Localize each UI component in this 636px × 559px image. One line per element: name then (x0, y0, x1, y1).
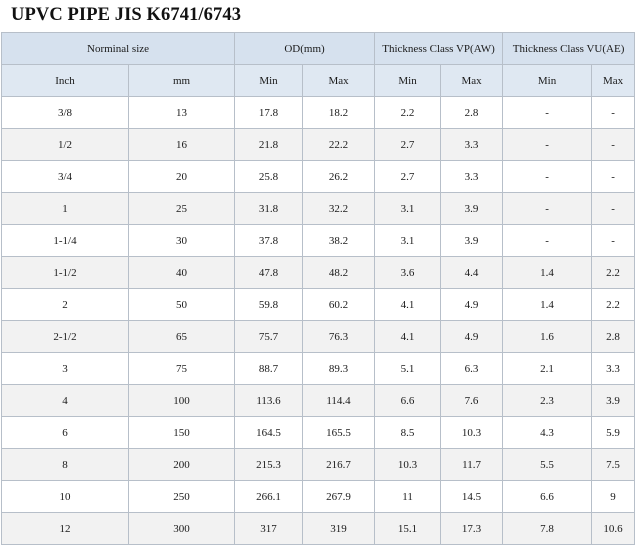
cell-mm: 40 (129, 257, 235, 289)
cell-vp-min: 3.6 (375, 257, 441, 289)
table-row (2, 289, 635, 321)
cell-vp-max: 4.4 (441, 257, 503, 289)
cell-od-min: 31.8 (235, 193, 303, 225)
cell-od-max: 60.2 (303, 289, 375, 321)
cell-vp-max: 3.9 (441, 225, 503, 257)
cell-inch: 1/2 (2, 129, 129, 161)
cell-vp-min: 2.7 (375, 161, 441, 193)
cell-od-max: 22.2 (303, 129, 375, 161)
cell-vu-min: 6.6 (503, 481, 592, 513)
cell-vu-max: 2.2 (592, 257, 635, 289)
cell-vu-min: - (503, 129, 592, 161)
cell-od-min: 113.6 (235, 385, 303, 417)
cell-vp-min: 3.1 (375, 225, 441, 257)
table-row (2, 129, 635, 161)
cell-inch: 1-1/2 (2, 257, 129, 289)
cell-vu-min: 1.6 (503, 321, 592, 353)
cell-mm: 13 (129, 97, 235, 129)
table-row (2, 513, 635, 545)
cell-mm: 25 (129, 193, 235, 225)
subheader-vu-max: Max (592, 65, 635, 97)
cell-od-max: 32.2 (303, 193, 375, 225)
cell-od-max: 165.5 (303, 417, 375, 449)
cell-vu-max: 7.5 (592, 449, 635, 481)
table-row (2, 321, 635, 353)
cell-od-max: 319 (303, 513, 375, 545)
cell-vu-min: 7.8 (503, 513, 592, 545)
table-body (2, 97, 635, 545)
cell-vp-max: 4.9 (441, 321, 503, 353)
cell-vp-min: 3.1 (375, 193, 441, 225)
cell-inch: 12 (2, 513, 129, 545)
cell-vu-max: 3.9 (592, 385, 635, 417)
cell-vu-max: - (592, 97, 635, 129)
cell-vp-max: 2.8 (441, 97, 503, 129)
cell-vp-max: 4.9 (441, 289, 503, 321)
cell-od-max: 48.2 (303, 257, 375, 289)
cell-vp-max: 3.3 (441, 129, 503, 161)
cell-mm: 65 (129, 321, 235, 353)
cell-vp-max: 7.6 (441, 385, 503, 417)
cell-vu-min: 1.4 (503, 257, 592, 289)
cell-inch: 1-1/4 (2, 225, 129, 257)
cell-od-max: 76.3 (303, 321, 375, 353)
cell-od-min: 215.3 (235, 449, 303, 481)
cell-inch: 6 (2, 417, 129, 449)
cell-vu-max: - (592, 225, 635, 257)
cell-vp-min: 4.1 (375, 321, 441, 353)
cell-od-min: 59.8 (235, 289, 303, 321)
cell-vu-max: - (592, 193, 635, 225)
subheader-vp-max: Max (441, 65, 503, 97)
pipe-spec-table (1, 32, 635, 545)
cell-inch: 8 (2, 449, 129, 481)
cell-od-max: 38.2 (303, 225, 375, 257)
cell-vu-min: 1.4 (503, 289, 592, 321)
subheader-od-max: Max (303, 65, 375, 97)
cell-od-min: 266.1 (235, 481, 303, 513)
cell-vp-max: 6.3 (441, 353, 503, 385)
cell-od-min: 47.8 (235, 257, 303, 289)
table-row (2, 193, 635, 225)
cell-od-min: 164.5 (235, 417, 303, 449)
cell-vp-min: 6.6 (375, 385, 441, 417)
table-row (2, 449, 635, 481)
cell-vu-min: 2.1 (503, 353, 592, 385)
header-sub-row (2, 65, 635, 97)
cell-inch: 10 (2, 481, 129, 513)
header-thickness-vp: Thickness Class VP(AW) (375, 33, 503, 65)
table-row (2, 417, 635, 449)
cell-vu-min: - (503, 193, 592, 225)
cell-vp-max: 3.3 (441, 161, 503, 193)
cell-mm: 75 (129, 353, 235, 385)
cell-vp-min: 4.1 (375, 289, 441, 321)
cell-vp-min: 15.1 (375, 513, 441, 545)
cell-od-max: 18.2 (303, 97, 375, 129)
cell-mm: 100 (129, 385, 235, 417)
cell-vu-min: - (503, 97, 592, 129)
cell-vp-max: 3.9 (441, 193, 503, 225)
cell-od-min: 88.7 (235, 353, 303, 385)
table-header (2, 33, 635, 97)
table-row (2, 161, 635, 193)
cell-mm: 50 (129, 289, 235, 321)
header-od: OD(mm) (235, 33, 375, 65)
cell-vu-min: 2.3 (503, 385, 592, 417)
table-row (2, 225, 635, 257)
cell-od-max: 216.7 (303, 449, 375, 481)
cell-inch: 2 (2, 289, 129, 321)
cell-vu-max: 9 (592, 481, 635, 513)
cell-od-min: 17.8 (235, 97, 303, 129)
cell-mm: 250 (129, 481, 235, 513)
header-thickness-vu: Thickness Class VU(AE) (503, 33, 635, 65)
subheader-od-min: Min (235, 65, 303, 97)
cell-inch: 3/4 (2, 161, 129, 193)
table-row (2, 481, 635, 513)
cell-inch: 2-1/2 (2, 321, 129, 353)
cell-od-min: 25.8 (235, 161, 303, 193)
cell-mm: 300 (129, 513, 235, 545)
cell-inch: 3/8 (2, 97, 129, 129)
cell-vu-min: 4.3 (503, 417, 592, 449)
cell-od-max: 114.4 (303, 385, 375, 417)
cell-od-min: 317 (235, 513, 303, 545)
cell-od-max: 267.9 (303, 481, 375, 513)
cell-inch: 1 (2, 193, 129, 225)
cell-vp-max: 10.3 (441, 417, 503, 449)
cell-vp-min: 5.1 (375, 353, 441, 385)
subheader-inch: Inch (2, 65, 129, 97)
cell-mm: 16 (129, 129, 235, 161)
cell-vu-min: - (503, 225, 592, 257)
cell-inch: 3 (2, 353, 129, 385)
cell-vu-max: 2.2 (592, 289, 635, 321)
cell-od-min: 75.7 (235, 321, 303, 353)
cell-vp-min: 2.7 (375, 129, 441, 161)
cell-od-max: 89.3 (303, 353, 375, 385)
cell-vu-max: 10.6 (592, 513, 635, 545)
table-row (2, 385, 635, 417)
header-nominal-size: Norminal size (2, 33, 235, 65)
subheader-mm: mm (129, 65, 235, 97)
cell-vu-max: 3.3 (592, 353, 635, 385)
header-group-row (2, 33, 635, 65)
cell-vp-min: 10.3 (375, 449, 441, 481)
cell-vu-max: - (592, 129, 635, 161)
subheader-vp-min: Min (375, 65, 441, 97)
cell-od-min: 21.8 (235, 129, 303, 161)
cell-vp-min: 8.5 (375, 417, 441, 449)
table-row (2, 257, 635, 289)
cell-od-max: 26.2 (303, 161, 375, 193)
cell-vu-max: 2.8 (592, 321, 635, 353)
cell-mm: 20 (129, 161, 235, 193)
cell-vp-min: 11 (375, 481, 441, 513)
cell-vu-min: - (503, 161, 592, 193)
cell-vu-max: 5.9 (592, 417, 635, 449)
cell-mm: 150 (129, 417, 235, 449)
cell-vu-max: - (592, 161, 635, 193)
cell-vu-min: 5.5 (503, 449, 592, 481)
table-row (2, 353, 635, 385)
cell-vp-max: 11.7 (441, 449, 503, 481)
cell-vp-min: 2.2 (375, 97, 441, 129)
cell-mm: 30 (129, 225, 235, 257)
table-row (2, 97, 635, 129)
subheader-vu-min: Min (503, 65, 592, 97)
cell-vp-max: 14.5 (441, 481, 503, 513)
cell-od-min: 37.8 (235, 225, 303, 257)
cell-vp-max: 17.3 (441, 513, 503, 545)
cell-mm: 200 (129, 449, 235, 481)
page-title: UPVC PIPE JIS K6741/6743 (11, 5, 242, 25)
cell-inch: 4 (2, 385, 129, 417)
